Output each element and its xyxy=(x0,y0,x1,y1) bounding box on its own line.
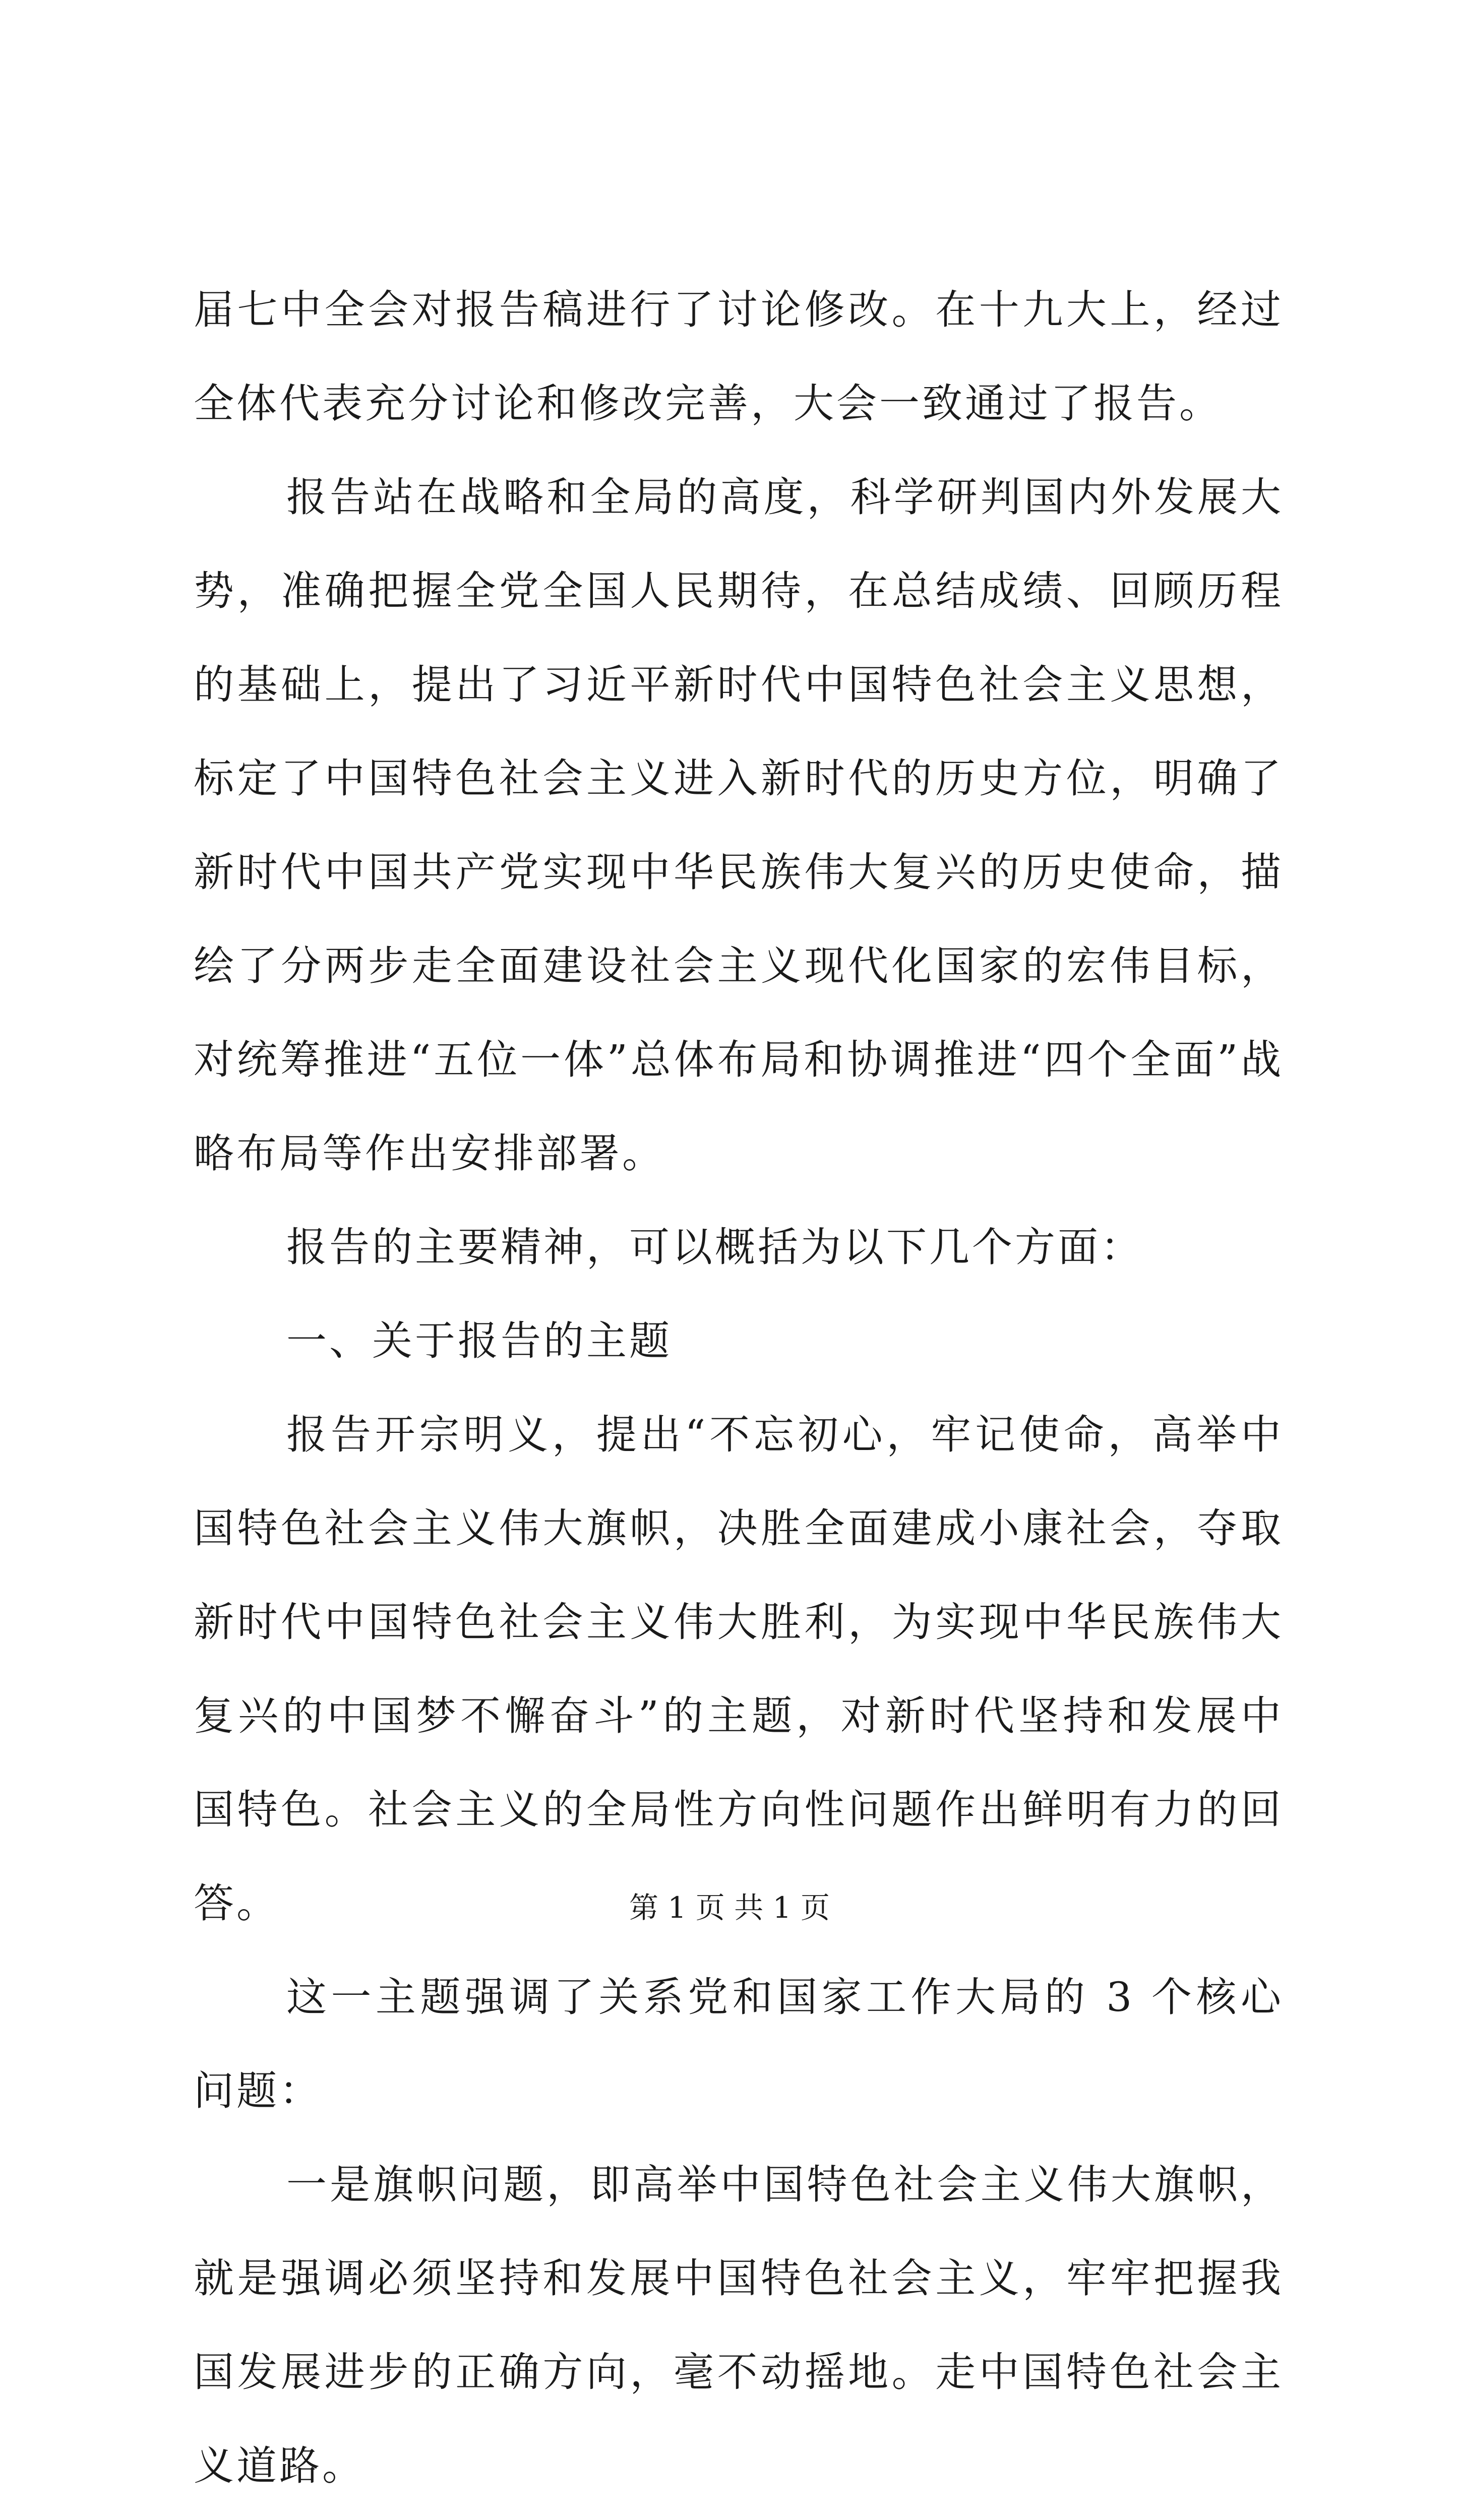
paragraph-8 xyxy=(194,2513,1284,2520)
paragraph-7: 一是旗帜问题，即高举中国特色社会主义伟大旗帜，就是强调必须坚持和发展中国特色社会主义，牢牢把握我国发展进步的正确方向，毫不动摇地。走中国特色社会主义道路。 xyxy=(194,2161,1284,2489)
paragraph-2: 报告站在战略和全局的高度，科学研判国内外发展大势，准确把握全党全国人民期待，在总结成绩、回顾历程的基础上，提出了习近平新时代中国特色社会主义思想，标定了中国特色社会主义进入新时代的历史方位，明确了新时代中国共产党实现中华民族伟大复兴的历史使命，描绘了分两步走全面建设社会主义现代化国家的宏伟目标，对统筹推进“五位一体”总体布局和协调推进“四个全面”战略布局等作出安排部署。 xyxy=(194,474,1284,1177)
paragraph-5: 报告开宗明义，提出“不忘初心，牢记使命，高举中国特色社会主义伟大旗帜，决胜全面建成小康社会，夺取新时代中国特色社会主义伟大胜利，为实现中华民族伟大复兴的中国梦不懈奋斗”的主题，对新时代坚持和发展中国特色。社会主义的全局性方向性问题作出鲜明有力的回答。 xyxy=(194,1411,1284,1927)
document-body xyxy=(194,263,1284,2520)
section-heading: 一、关于报告的主题 xyxy=(286,1317,672,1364)
paragraph-1: 届七中全会对报告稿进行了讨论修改。在十九大上，经过全体代表充分讨论和修改完善，大会一致通过了报告。 xyxy=(194,286,1284,427)
paragraph-3: 报告的主要精神，可以概括为以下几个方面： xyxy=(286,1224,1143,1271)
page-footer xyxy=(0,1887,1459,1928)
page-number: 第 1 页 共 1 页 xyxy=(629,1891,830,1925)
paragraph-6: 这一主题强调了关系党和国家工作大局的 3 个核心问题： xyxy=(194,1974,1284,2114)
